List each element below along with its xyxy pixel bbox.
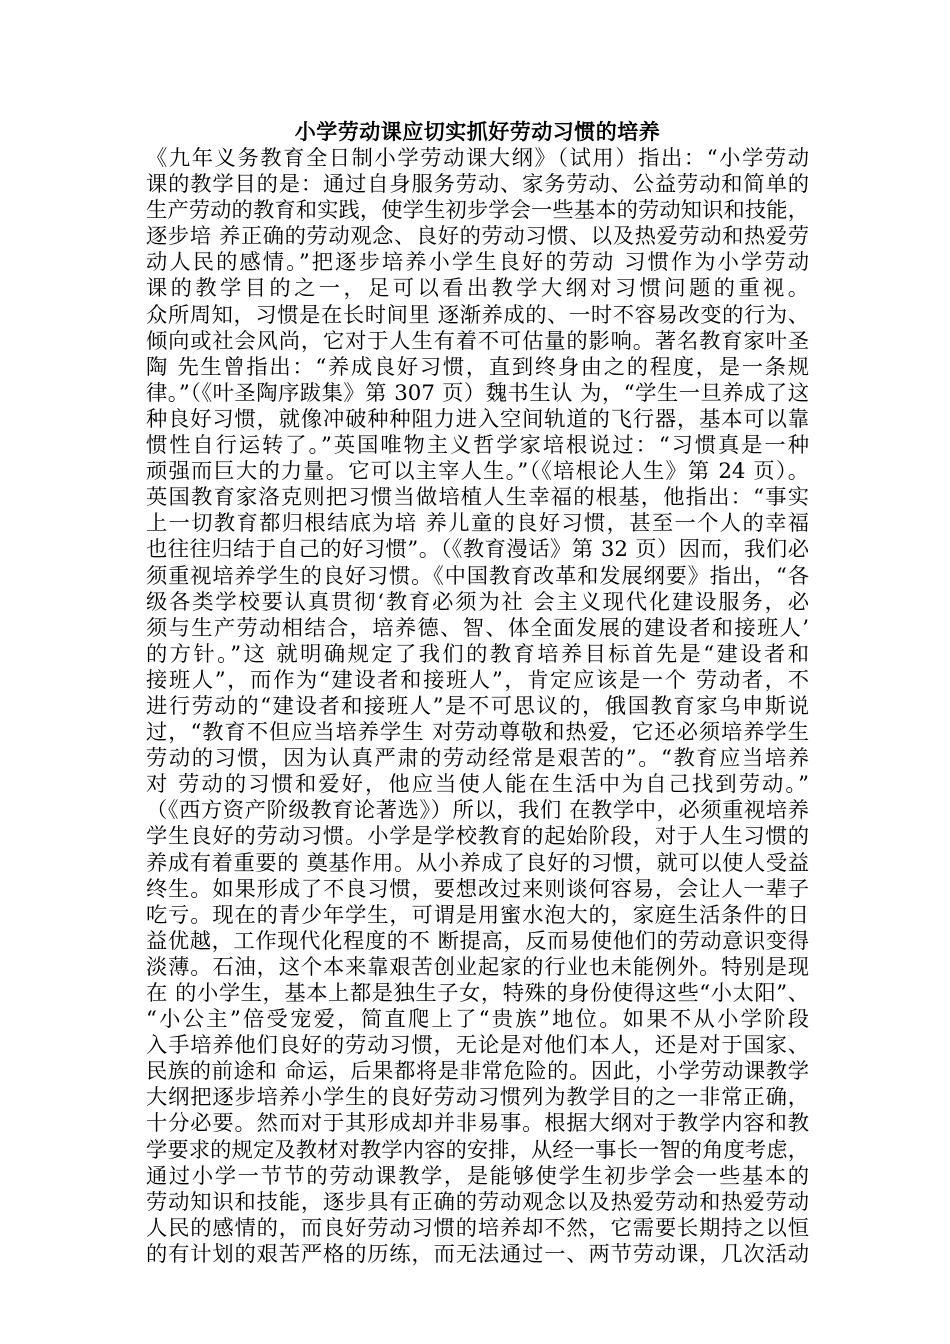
- body-line: 终生。如果形成了不良习惯，要想改过来则谈何容易，会让人一辈子: [146, 876, 809, 902]
- body-line: 上一切教育都归根结底为培 养儿童的良好习惯，甚至一个人的幸福: [146, 511, 809, 537]
- body-line: 养成有着重要的 奠基作用。从小养成了良好的习惯，就可以使人受益: [146, 850, 809, 876]
- body-line: 吃亏。现在的青少年学生，可谓是用蜜水泡大的，家庭生活条件的日: [146, 902, 809, 928]
- body-line: 律。”（《叶圣陶序跋集》第 307 页）魏书生认 为，“学生一旦养成了这: [146, 380, 809, 406]
- body-line: 逐步培 养正确的劳动观念、良好的劳动习惯、以及热爱劳动和热爱劳: [146, 224, 809, 250]
- body-line: 对 劳动的习惯和爱好，他应当使人能在生活中为自己找到劳动。”: [146, 772, 809, 798]
- body-line: 的有计划的艰苦严格的历练，而无法通过一、两节劳动课，几次活动: [146, 1241, 809, 1267]
- body-line: 入手培养他们良好的劳动习惯，无论是对他们本人，还是对于国家、: [146, 1033, 809, 1059]
- body-line: 惯性自行运转了。”英国唯物主义哲学家培根说过：“习惯真是一种: [146, 433, 809, 459]
- body-line: 《九年义务教育全日制小学劳动课大纲》（试用）指出：“小学劳动: [146, 146, 809, 171]
- body-line: 的方针。”这 就明确规定了我们的教育培养目标首先是“建设者和: [146, 641, 809, 667]
- body-line: 大纲把逐步培养小学生的良好劳动习惯列为教学目的之一非常正确，: [146, 1085, 809, 1111]
- body-line: 顽强而巨大的力量。它可以主宰人生。”（《培根论人生》第 24 页）。: [146, 459, 809, 485]
- body-line: 倾向或社会风尚，它对于人生有着不可估量的影响。著名教育家叶圣: [146, 328, 809, 354]
- body-line: 十分必要。然而对于其形成却并非易事。根据大纲对于教学内容和教: [146, 1111, 809, 1137]
- body-line: 课的教学目的之一，足可以看出教学大纲对习惯问题的重视。: [146, 276, 809, 302]
- body-line: 学生良好的劳动习惯。小学是学校教育的起始阶段，对于人生习惯的: [146, 824, 809, 850]
- body-line: 种良好习惯，就像冲破种种阻力进入空间轨道的飞行器，基本可以靠: [146, 406, 809, 432]
- body-line: 英国教育家洛克则把习惯当做培植人生幸福的根基，他指出：“事实: [146, 485, 809, 511]
- body-line: 也往往归结于自己的好习惯”。（《教育漫话》第 32 页）因而，我们必: [146, 537, 809, 563]
- document-page: [146, 117, 809, 1268]
- body-line: 人民的感情的，而良好劳动习惯的培养却不然，它需要长期持之以恒: [146, 1215, 809, 1241]
- body-line: 劳动的习惯，因为认真严肃的劳动经常是艰苦的”。“教育应当培养: [146, 746, 809, 772]
- body-line: （《西方资产阶级教育论著选》）所以，我们 在教学中，必须重视培养: [146, 798, 809, 824]
- body-line: 学要求的规定及教材对教学内容的安排，从经一事长一智的角度考虑，: [146, 1137, 809, 1163]
- body-line: 在 的小学生，基本上都是独生子女，特殊的身份使得这些“小太阳”、: [146, 981, 809, 1006]
- body-line: 过，“教育不但应当培养学生 对劳动尊敬和热爱，它还必须培养学生: [146, 720, 809, 746]
- body-line: 通过小学一节节的劳动课教学，是能够使学生初步学会一些基本的: [146, 1163, 809, 1189]
- document-body: [146, 146, 809, 1268]
- body-line: “小公主”倍受宠爱，简直爬上了“贵族”地位。如果不从小学阶段: [146, 1007, 809, 1033]
- body-line: 接班人”，而作为“建设者和接班人”，肯定应该是一个 劳动者，不: [146, 667, 809, 693]
- body-line: 淡薄。石油，这个本来靠艰苦创业起家的行业也未能例外。特别是现: [146, 954, 809, 980]
- body-line: 生产劳动的教育和实践，使学生初步学会一些基本的劳动知识和技能，: [146, 198, 809, 224]
- document-title: 小学劳动课应切实抓好劳动习惯的培养: [294, 119, 661, 144]
- body-line: 须与生产劳动相结合，培养德、智、体全面发展的建设者和接班人’: [146, 615, 809, 641]
- body-line: 劳动知识和技能，逐步具有正确的劳动观念以及热爱劳动和热爱劳动: [146, 1189, 809, 1215]
- body-line: 益优越，工作现代化程度的不 断提高，反而易使他们的劳动意识变得: [146, 928, 809, 954]
- body-line: 动人民的感情。”把逐步培养小学生良好的劳动 习惯作为小学劳动: [146, 250, 809, 276]
- body-line: 民族的前途和 命运，后果都将是非常危险的。因此，小学劳动课教学: [146, 1059, 809, 1085]
- body-line: 课的教学目的是：通过自身服务劳动、家务劳动、公益劳动和简单的: [146, 172, 809, 198]
- body-line: 级各类学校要认真贯彻‘教育必须为社 会主义现代化建设服务，必: [146, 589, 809, 615]
- body-line: 陶 先生曾指出：“养成良好习惯，直到终身由之的程度，是一条规: [146, 354, 809, 380]
- body-line: 进行劳动的“建设者和接班人”是不可思议的，俄国教育家乌申斯说: [146, 693, 809, 719]
- body-line: 众所周知，习惯是在长时间里 逐渐养成的、一时不容易改变的行为、: [146, 302, 809, 328]
- body-line: 须重视培养学生的良好习惯。《中国教育改革和发展纲要》指出，“各: [146, 563, 809, 589]
